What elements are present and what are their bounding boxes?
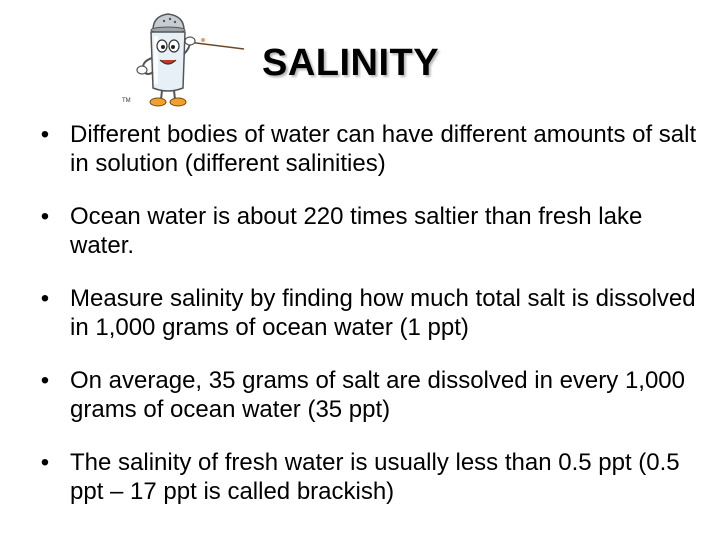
bullet-item [30, 202, 700, 260]
bullet-text: Measure salinity by finding how much total salt is dissolved in 1,000 grams of ocean water (1 ppt) [70, 285, 696, 341]
trademark-mark: TM [122, 98, 131, 104]
bullet-list [30, 120, 700, 530]
bullet-item [30, 120, 700, 178]
bullet-item [30, 366, 700, 424]
bullet-marker: • [40, 285, 50, 312]
slide-title: SALINITY [262, 42, 440, 84]
bullet-text: On average, 35 grams of salt are dissolved in every 1,000 grams of ocean water (35 ppt) [70, 367, 685, 423]
bullet-item [30, 284, 700, 342]
bullet-text: Ocean water is about 220 times saltier than fresh lake water. [70, 203, 643, 259]
bullet-item [30, 448, 700, 506]
bullet-marker: • [40, 203, 50, 230]
bullet-marker: • [40, 367, 50, 394]
salt-shaker-mascot-icon [118, 10, 248, 110]
bullet-marker: • [40, 121, 50, 148]
bullet-text: The salinity of fresh water is usually less than 0.5 ppt (0.5 ppt – 17 ppt is called brackish) [70, 449, 680, 505]
bullet-text: Different bodies of water can have different amounts of salt in solution (different salinities) [70, 121, 697, 177]
bullet-marker: • [40, 449, 50, 476]
